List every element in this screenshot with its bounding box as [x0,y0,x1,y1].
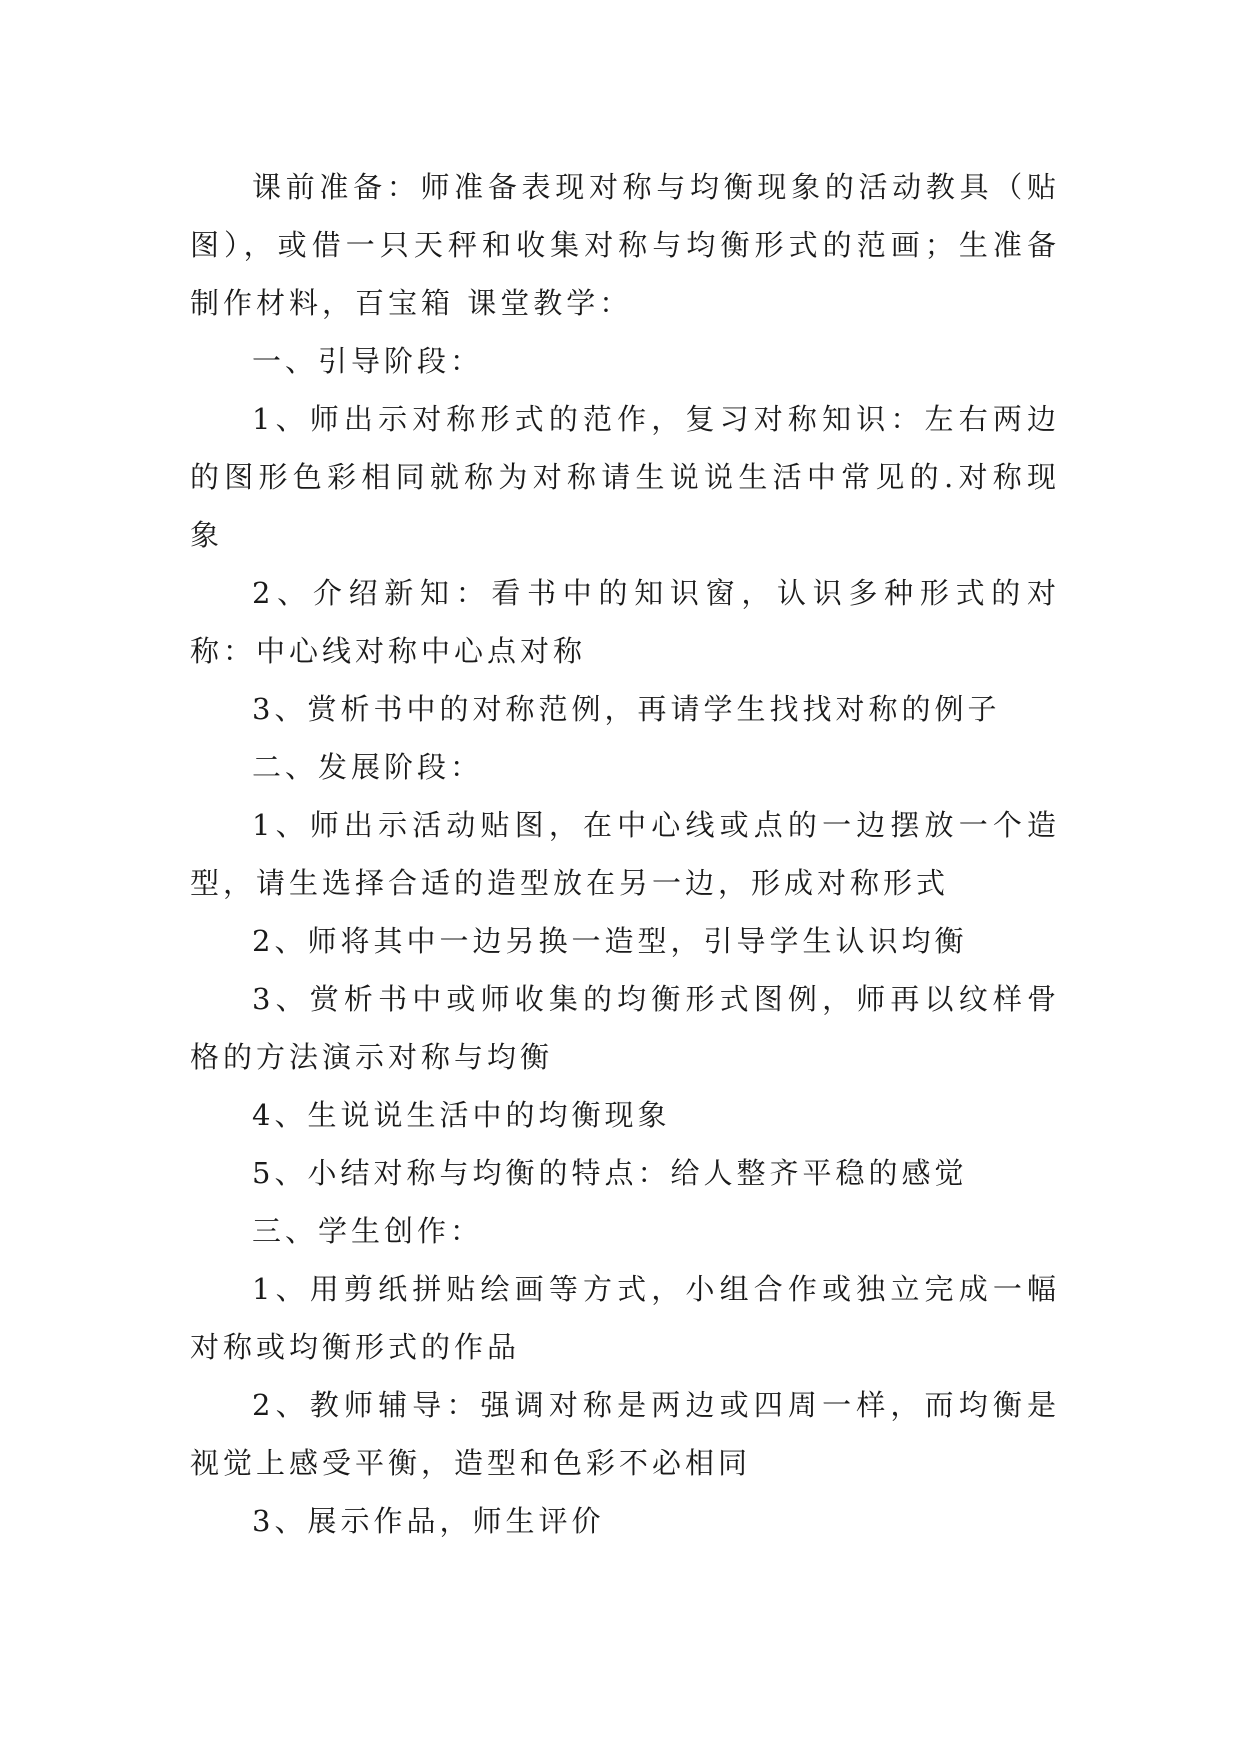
heading-guide-stage: 一、引导阶段： [252,344,484,378]
heading-development-stage: 二、发展阶段： [252,750,484,784]
paragraph-preparation: 课前准备：师准备表现对称与均衡现象的活动教具（贴图），或借一只天秤和收集对称与均衡形式的范画；生准备制作材料，百宝箱 课堂教学： [190,170,1060,320]
paragraph-guide-1: 1、师出示对称形式的范作，复习对称知识：左右两边的图形色彩相同就称为对称请生说说生活中常见的.对称现象 [190,402,1060,552]
paragraph-development-4: 4、生说说生活中的均衡现象 [252,1098,671,1132]
document-body [190,158,1060,1550]
paragraph-development-5: 5、小结对称与均衡的特点：给人整齐平稳的感觉 [252,1156,968,1190]
paragraph-creation-1: 1、用剪纸拼贴绘画等方式，小组合作或独立完成一幅对称或均衡形式的作品 [190,1272,1060,1364]
paragraph-creation-3: 3、展示作品，师生评价 [252,1504,605,1538]
paragraph-development-3: 3、赏析书中或师收集的均衡形式图例，师再以纹样骨格的方法演示对称与均衡 [190,982,1060,1074]
paragraph-development-2: 2、师将其中一边另换一造型，引导学生认识均衡 [252,924,968,958]
paragraph-creation-2: 2、教师辅导：强调对称是两边或四周一样，而均衡是视觉上感受平衡，造型和色彩不必相同 [190,1388,1060,1480]
heading-creation-stage: 三、学生创作： [252,1214,484,1248]
paragraph-guide-3: 3、赏析书中的对称范例，再请学生找找对称的例子 [252,692,1001,726]
paragraph-development-1: 1、师出示活动贴图，在中心线或点的一边摆放一个造型，请生选择合适的造型放在另一边，形成对称形式 [190,808,1060,900]
paragraph-guide-2: 2、介绍新知：看书中的知识窗，认识多种形式的对称：中心线对称中心点对称 [190,576,1060,668]
